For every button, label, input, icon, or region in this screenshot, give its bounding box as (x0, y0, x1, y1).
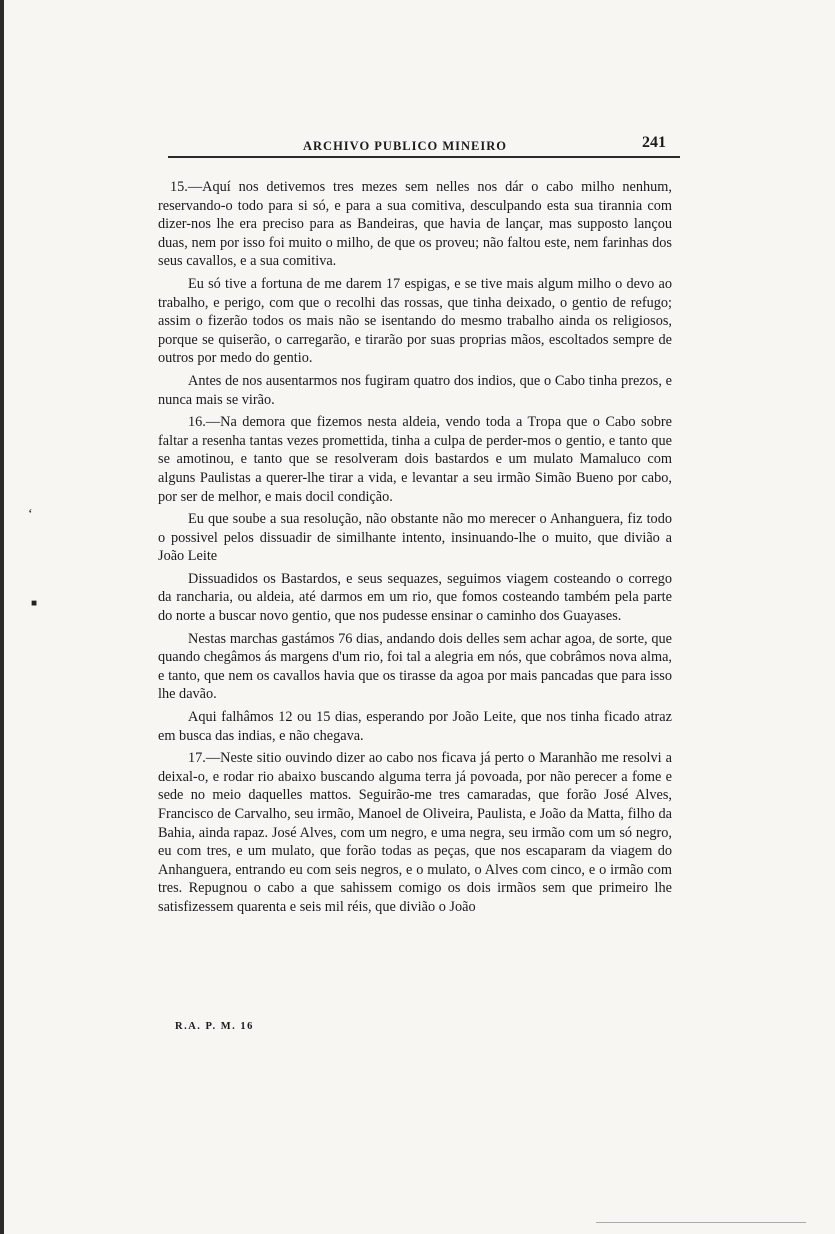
running-header (168, 134, 680, 158)
paragraph: Eu só tive a fortuna de me darem 17 espigas, e se tive mais algum milho o devo ao trabalho, e perigo, com que o recolhi das rossas, que tinha deixado, o gentio de refugo; assim o fizerão todos os mais não se isentando do mesmo trabalho ainda os religiosos, porque se quiserão, o carregarão, e tirarão por suas proprias mãos, escoltados sempre de outros por medo do gentio. (158, 275, 672, 367)
margin-mark: ‘ (28, 507, 33, 522)
paragraph: Nestas marchas gastámos 76 dias, andando dois delles sem achar agoa, de sorte, que quando chegâmos ás margens d'um rio, foi tal a alegria em nós, que cobrâmos nova alma, e tanto, que nem os cavallos havia que os tirasse da agoa por mais pancadas que para isso lhe davão. (158, 630, 672, 703)
journal-title: ARCHIVO PUBLICO MINEIRO (303, 139, 508, 153)
paragraph: Antes de nos ausentarmos nos fugiram quatro dos indios, que o Cabo tinha prezos, e nunca mais se virão. (158, 372, 672, 408)
paragraph: Dissuadidos os Bastardos, e seus sequazes, seguimos viagem costeando o corrego da rancharia, ou aldeia, até darmos em um rio, que fomos costeando também pela parte do norte a buscar novo gentio, que nos pudesse ensinar o caminho dos Guayases. (158, 570, 672, 625)
paragraph: Aqui falhâmos 12 ou 15 dias, esperando por João Leite, que nos tinha ficado atraz em busca das indias, e não chegava. (158, 709, 672, 744)
page-corner-line (596, 1222, 806, 1223)
margin-dot: ■ (31, 598, 38, 609)
paragraph-17: 17.—Neste sitio ouvindo dizer ao cabo nos ficava já perto o Maranhão me resolvi a deixal-o, e rodar rio abaixo buscando alguma terra já povoada, por não perecer a fome e sede no meio daquelles mattos. Seguirão-me tres camaradas, que forão José Alves, Francisco de Carvalho, seu irmão, Manoel de Oliveira, Paulista, e João da Matta, filho da Bahia, ainda rapaz. José Alves, com um negro, e uma negra, seu irmão com um só negro, eu com tres, e um mulato, que forão todas as peças, que nos escaparam da viagem do Anhanguera, entrando eu com seis negros, e o mulato, o Alves com cinco, e o irmão com tres. Repugnou o cabo a que sahissem comigo os dois irmãos sem que primeiro lhe satisfizessem quarenta e seis mil réis, que divião o João (158, 750, 672, 915)
page-edge (0, 0, 4, 1234)
body-text (158, 178, 672, 917)
footer-signature: R.A. P. M. 16 (175, 1021, 254, 1032)
paragraph: Eu que soube a sua resolução, não obstante não mo merecer o Anhanguera, fiz todo o possivel pelos dissuadir de similhante intento, insinuando-lhe o muito, que divião a João Leite (158, 511, 672, 565)
page-number: 241 (642, 134, 666, 151)
paragraph-15: 15.—Aquí nos detivemos tres mezes sem nelles nos dár o cabo milho nenhum, reservando-o todo para si só, e para a sua comitiva, desculpando esta sua tirannia com dizer-nos lhe era preciso para as Bandeiras, que havia de lançar, mas supposto lançou duas, nem por isso foi muito o milho, de que os proveu; não faltou este, nem farinhas dos seus cavallos, e a sua comitiva. (158, 179, 672, 270)
header-rule (168, 156, 680, 158)
paragraph-16: 16.—Na demora que fizemos nesta aldeia, vendo toda a Tropa que o Cabo sobre faltar a resenha tantas vezes promettida, tinha a culpa de perder-mos o gentio, e tanto que se amotinou, e tanto que se resolveram dois bastardos e um mulato Mamaluco com alguns Paulistas a querer-lhe tirar a vida, e levantar a seu irmão Simão Bueno por cabo, por ser de melhor, e mais docil condição. (158, 414, 672, 505)
